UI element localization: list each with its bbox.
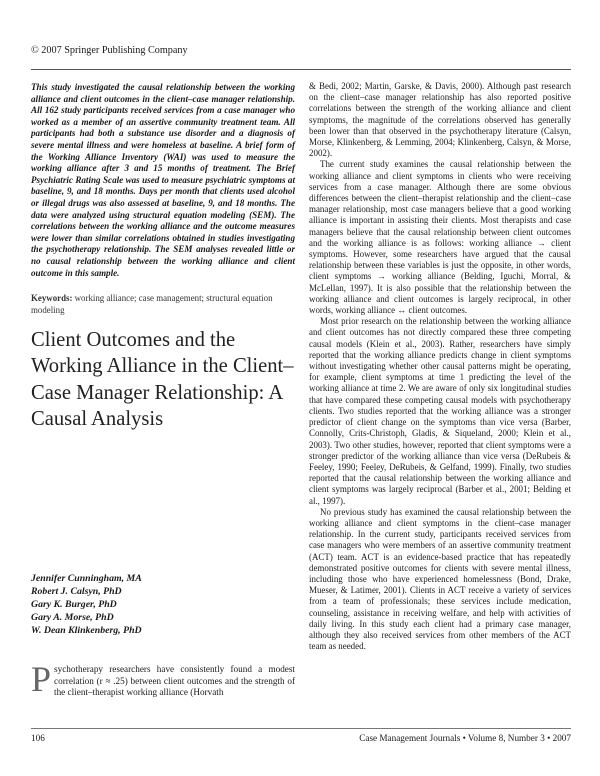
body-paragraph: No previous study has examined the causal relationship between the working alliance and client symptoms in the client–case manager relationship. In the current study, participants received services from case managers who were members of an assertive community treatment (ACT) team. ACT is an evidence-based practice that has repeatedly demonstrated positive outcomes for clients with severe mental illness, including those who have experienced homelessness (Bond, Drake, Mueser, & Latimer, 2001). Clients in ACT receive a variety of services from a team of professionals; these services include medication, counseling, assistance in receiving welfare, and help with activities of daily living. In this study each client had a primary case manager, although they also received services from other members of the ACT team as needed.	[309, 506, 571, 652]
article-title: Client Outcomes and the Working Alliance in the Client–Case Manager Relationship: A Causal Analysis	[31, 329, 294, 431]
author: Gary A. Morse, PhD	[31, 611, 114, 623]
abstract: This study investigated the causal relationship between the working alliance and client outcomes in the client–case manager relationship. All 162 study participants received services from a case manager who worked as a member of an assertive community treatment team. All participants had both a substance use disorder and a diagnosis of severe mental illness and were homeless at baseline. A brief form of the Working Alliance Inventory (WAI) was used to measure the working alliance after 3 and 15 months of treatment. The Brief Psychiatric Rating Scale was used to measure psychiatric symptoms at baseline, 9, and 18 months. Days per month that clients used alcohol or illegal drugs was also assessed at baseline, 9, and 18 months. The data were analyzed using structural equation modeling (SEM). The correlations between the working alliance and the outcome measures were lower than similar correlations obtained in studies investigating the psychotherapy relationship. The SEM analyses revealed little or no causal relationship between the working alliance and client outcome in this sample.	[31, 82, 295, 278]
body-paragraph: & Bedi, 2002; Martin, Garske, & Davis, 2000). Although past research on the client–case manager relationship has also reported positive correlations between the strength of the working alliance and client symptoms, the magnitude of the correlations observed has generally been lower than that observed in the psychotherapy literature (Calsyn, Morse, Klinkenberg, & Lemming, 2004; Klinkenberg, Calsyn, & Morse, 2002).	[309, 81, 571, 159]
body-paragraph: Most prior research on the relationship between the working alliance and client outcomes has not directly compared these three competing causal models (Klein et al., 2003). Rather, researchers have simply reported that the working alliance predicts change in client symptoms without investigating whether other causal patterns might be operating, for example, client symptoms at time 1 predicting the level of the working alliance at time 2. We are aware of only six longitudinal studies that have compared these competing causal models with psychotherapy clients. Two studies reported that the working alliance was a stronger predictor of client change on the symptoms than vice versa (Barber, Connolly, Crits-Christoph, Gladis, & Siqueland, 2000; Klein et al., 2003). Two other studies, however, reported that client symptoms were a stronger predictor of the working alliance than vice versa (DeRubeis & Feeley, 1990; Feeley, DeRubeis, & Gelfand, 1999). Finally, two studies reported that the causal relationship between the working alliance and client symptoms was largely reciprocal (Barber et al., 2001; Belding et al., 1997).	[309, 316, 571, 506]
drop-cap: P	[31, 659, 52, 699]
header-divider	[31, 69, 571, 70]
author: Jennifer Cunningham, MA	[31, 573, 142, 584]
right-column	[309, 81, 571, 652]
body-paragraph: The current study examines the causal relationship between the working alliance and client symptoms in clients who were receiving services from a case manager. Although there are some obvious differences between the client–therapist relationship and the client–case manager relationship, most case managers believe that a good working alliance is important in assisting their clients. Most therapists and case managers believe that the causal relationship between client outcomes and the working alliance is as follows: working alliance → client symptoms. However, some researchers have argued that the causal relationship between these variables is just the opposite, in other words, client symptoms → working alliance (Belding, Iguchi, Morral, & McLellan, 1997). It is also possible that the relationship between the working alliance and client outcomes is largely reciprocal, in other words, working alliance ↔ client outcomes.	[309, 159, 571, 316]
author-list	[31, 573, 142, 638]
footer-divider	[31, 728, 571, 729]
intro-text: sychotherapy researchers have consistently found a modest correlation (r ≈ .25) between client outcomes and the strength of the client–therapist working alliance (Horvath	[54, 664, 295, 698]
copyright-notice: © 2007 Springer Publishing Company	[31, 45, 188, 56]
keywords-text: working alliance; case management; structural equation modeling	[31, 293, 273, 315]
page-number: 106	[31, 733, 45, 743]
author: Gary K. Burger, PhD	[31, 598, 117, 610]
author: Robert J. Calsyn, PhD	[31, 585, 122, 597]
journal-citation: Case Management Journals • Volume 8, Number 3 • 2007	[359, 733, 571, 743]
keywords-block	[31, 293, 295, 316]
intro-paragraph	[31, 659, 295, 699]
keywords-label: Keywords:	[31, 293, 73, 304]
author: W. Dean Klinkenberg, PhD	[31, 624, 142, 636]
left-column	[31, 82, 295, 316]
